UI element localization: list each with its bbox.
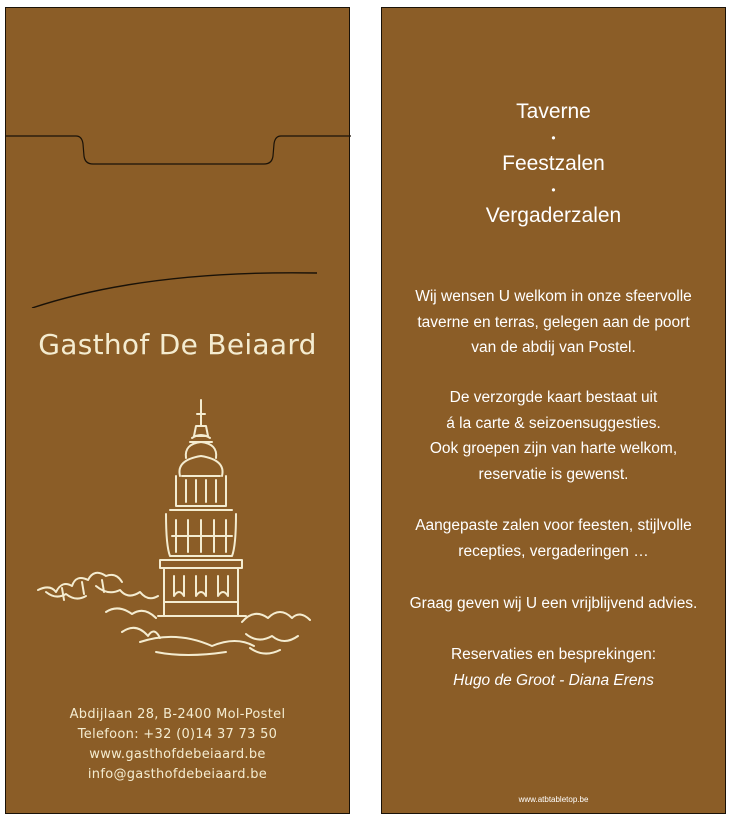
bullet-separator: • xyxy=(551,183,556,197)
pocket-fold-line xyxy=(6,8,351,308)
menu-line: reservatie is gewenst. xyxy=(478,465,629,483)
menu-paragraph xyxy=(382,385,725,487)
email-link[interactable]: info@gasthofdebeiaard.be xyxy=(87,767,268,782)
service-vergaderzalen: Vergaderzalen xyxy=(485,204,622,227)
welcome-line: van de abdij van Postel. xyxy=(471,339,636,356)
pocket-front-panel xyxy=(5,7,350,814)
rooms-line: recepties, vergaderingen … xyxy=(458,542,649,560)
rooms-line: Aangepaste zalen voor feesten, stijlvolle xyxy=(415,517,692,534)
rooms-paragraph xyxy=(382,513,725,564)
menu-line: De verzorgde kaart bestaat uit xyxy=(449,389,658,406)
menu-line: á la carte & seizoensuggesties. xyxy=(446,414,661,432)
info-panel xyxy=(381,7,726,814)
welcome-line: taverne en terras, gelegen aan de poort xyxy=(417,313,690,331)
address: Abdijlaan 28, B-2400 Mol-Postel xyxy=(69,707,286,722)
printer-credit-link[interactable]: www.atbtabletop.be xyxy=(518,795,589,804)
advice-paragraph xyxy=(382,591,725,617)
menu-line: Ook groepen zijn van harte welkom, xyxy=(429,440,678,457)
bullet-separator: • xyxy=(551,131,556,145)
decorative-arc xyxy=(32,273,317,308)
website-link[interactable]: www.gasthofdebeiaard.be xyxy=(89,747,266,762)
reservations-label: Reservaties en besprekingen: xyxy=(450,646,657,663)
tower-illustration-icon xyxy=(36,396,316,666)
service-taverne: Taverne xyxy=(516,100,591,123)
welcome-paragraph xyxy=(382,284,725,361)
services-list xyxy=(382,99,725,229)
reservations-contacts: Hugo de Groot - Diana Erens xyxy=(453,671,654,689)
contact-block xyxy=(6,705,349,785)
welcome-line: Wij wensen U welkom in onze sfeervolle xyxy=(415,288,692,305)
restaurant-name: Gasthof De Beiaard xyxy=(38,328,317,361)
phone: Telefoon: +32 (0)14 37 73 50 xyxy=(77,727,278,742)
service-feestzalen: Feestzalen xyxy=(502,152,605,175)
reservations-block xyxy=(382,642,725,693)
advice-line: Graag geven wij U een vrijblijvend advies. xyxy=(409,595,698,612)
